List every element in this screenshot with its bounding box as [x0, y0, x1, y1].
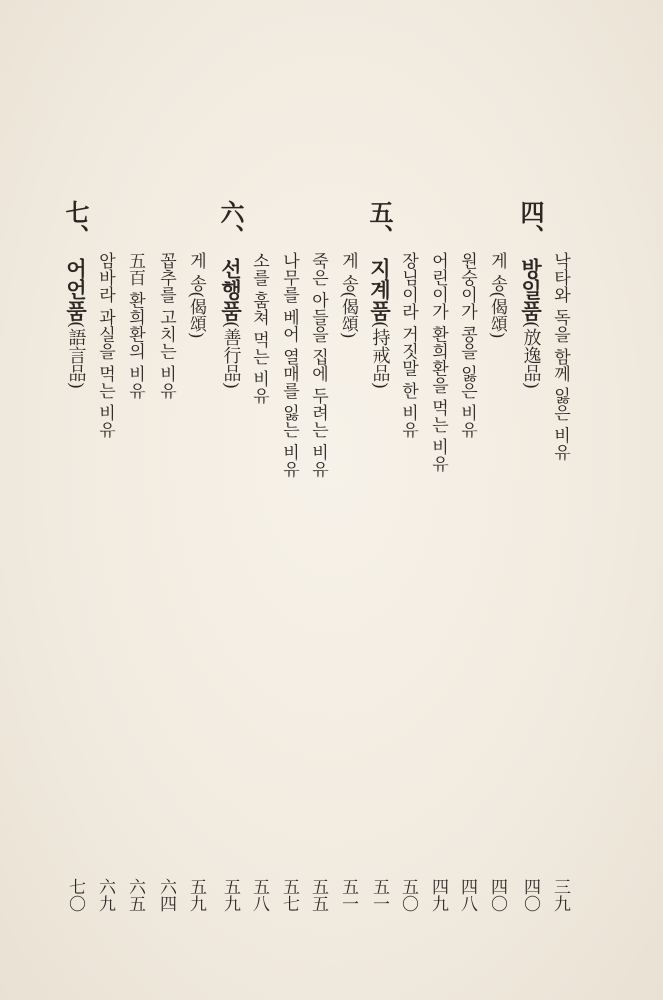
- chapter-title-hanja: (持戒品): [369, 321, 391, 390]
- chapter-number: 五、: [365, 200, 394, 248]
- toc-page-number: 六九: [95, 878, 115, 912]
- toc-page-number: 四〇: [520, 878, 540, 912]
- toc-page-number: 四九: [428, 878, 448, 912]
- toc-page-number: 五〇: [398, 878, 418, 912]
- toc-entry-text: 원숭이가 콩을 잃은 비유: [457, 252, 477, 439]
- toc-entry: [548, 252, 573, 912]
- toc-entry-text: 죽은 아들을 집에 두려는 비유: [308, 252, 328, 478]
- toc-entry: [396, 252, 421, 912]
- toc-entry: [277, 252, 302, 912]
- toc-entry-text: 꼽추를 고치는 비유: [156, 252, 176, 399]
- toc-entry-text: 나무를 베어 열매를 잃는 비유: [279, 252, 299, 478]
- toc-page-number: 四八: [457, 878, 477, 912]
- toc-entry-text: 五百 환희환의 비유: [125, 252, 145, 399]
- toc-page-number: 七〇: [65, 878, 85, 912]
- toc-page-number: 五一: [338, 878, 358, 912]
- toc-entry: [306, 252, 331, 912]
- chapter-title-hanja: (放逸品): [520, 321, 542, 390]
- toc-entry-text: 소를 훔쳐 먹는 비유: [249, 252, 269, 405]
- toc-entry-text: 암바라 과실을 먹는 비유: [95, 252, 115, 439]
- toc-entry: [154, 252, 179, 912]
- chapter-title: 선행품: [218, 258, 244, 321]
- toc-entry: [485, 252, 510, 912]
- toc-entry: [184, 252, 209, 912]
- toc-entry-text: 낙타와 독을 함께 잃은 비유: [550, 252, 570, 461]
- chapter-number: 四、: [516, 200, 545, 248]
- chapter-title: 방일품: [518, 258, 544, 321]
- toc-page-number: 六四: [156, 878, 176, 912]
- toc-page-number: 四〇: [487, 878, 507, 912]
- toc-entry: [123, 252, 148, 912]
- toc-page-number: 五八: [249, 878, 269, 912]
- toc-page-number: 三九: [550, 878, 570, 912]
- chapter-title: 지계품: [367, 258, 393, 321]
- chapter-title-hanja: (善行品): [220, 321, 242, 390]
- toc-entry: [426, 252, 451, 912]
- chapter-title: 어언품: [63, 258, 89, 321]
- toc-entry-text: 게 송(偈頌): [338, 252, 358, 339]
- toc-entry: [93, 252, 118, 912]
- toc-page-number: 五七: [279, 878, 299, 912]
- chapter-number: 七、: [61, 200, 90, 248]
- toc-chapter-heading: [213, 200, 248, 912]
- chapter-number: 六、: [216, 200, 245, 248]
- toc-page-number: 五九: [186, 878, 206, 912]
- toc-page-number: 五九: [220, 878, 240, 912]
- chapter-title-hanja: (語言品): [65, 321, 87, 390]
- toc-entry-text: 장님이라 거짓말 한 비유: [398, 252, 418, 439]
- toc-entry-text: 게 송(偈頌): [186, 252, 206, 339]
- toc-chapter-heading: [58, 200, 93, 912]
- toc-entry: [247, 252, 272, 912]
- toc-entry-text: 게 송(偈頌): [487, 252, 507, 339]
- toc-entry: [455, 252, 480, 912]
- toc-page-number: 六五: [125, 878, 145, 912]
- toc-chapter-heading: [362, 200, 397, 912]
- toc-page-number: 五五: [308, 878, 328, 912]
- toc-chapter-heading: [513, 200, 548, 912]
- toc-page-number: 五一: [369, 878, 389, 912]
- toc-entry-text: 어린이가 환희환을 먹는 비유: [428, 252, 448, 473]
- toc-entry: [336, 252, 361, 912]
